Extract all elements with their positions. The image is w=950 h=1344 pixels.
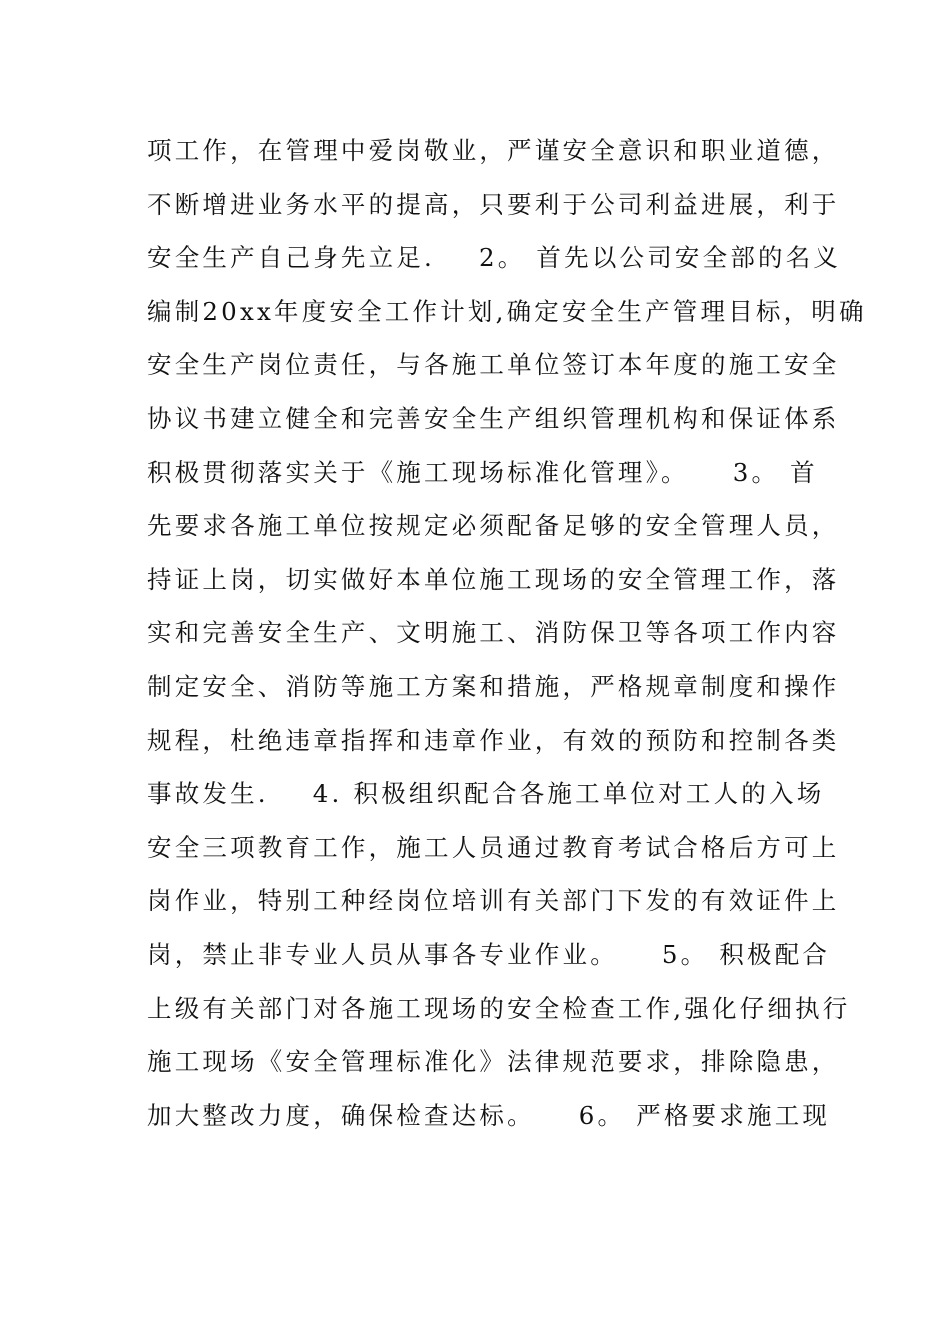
text-line: 安全三项教育工作，施工人员通过教育考试合格后方可上 [147,832,840,862]
text-line: 加大整改力度，确保检查达标。 6。 严格要求施工现 [147,1100,831,1130]
text-line: 事故发生. 4. 积极组织配合各施工单位对工人的入场 [147,779,825,809]
text-line: 岗作业，特别工种经岗位培训有关部门下发的有效证件上 [147,886,840,916]
text-line: 上级有关部门对各施工现场的安全检查工作,强化仔细执行 [147,993,851,1023]
text-line: 安全生产岗位责任，与各施工单位签订本年度的施工安全 [147,350,840,380]
body-paragraph [147,124,867,1142]
text-line: 制定安全、消防等施工方案和措施，严格规章制度和操作 [147,671,840,701]
text-line: 实和完善安全生产、文明施工、消防保卫等各项工作内容 [147,618,840,648]
text-line: 编制20xx年度安全工作计划,确定安全生产管理目标，明确 [147,296,867,326]
text-line: 项工作，在管理中爱岗敬业，严谨安全意识和职业道德， [147,136,840,165]
text-line: 岗，禁止非专业人员从事各专业作业。 5。 积极配合 [147,939,831,969]
text-line: 施工现场《安全管理标准化》法律规范要求，排除隐患， [147,1047,840,1077]
text-line: 安全生产自己身先立足. 2。 首先以公司安全部的名义 [147,243,842,273]
text-line: 先要求各施工单位按规定必须配备足够的安全管理人员， [147,511,840,541]
text-line: 不断增进业务水平的提高，只要利于公司利益进展，利于 [147,189,840,219]
text-line: 协议书建立健全和完善安全生产组织管理机构和保证体系 [147,403,840,433]
text-line: 积极贯彻落实关于《施工现场标准化管理》。 3。 首 [147,457,818,487]
text-line: 规程，杜绝违章指挥和违章作业，有效的预防和控制各类 [147,725,840,755]
text-line: 持证上岗，切实做好本单位施工现场的安全管理工作，落 [147,564,840,594]
